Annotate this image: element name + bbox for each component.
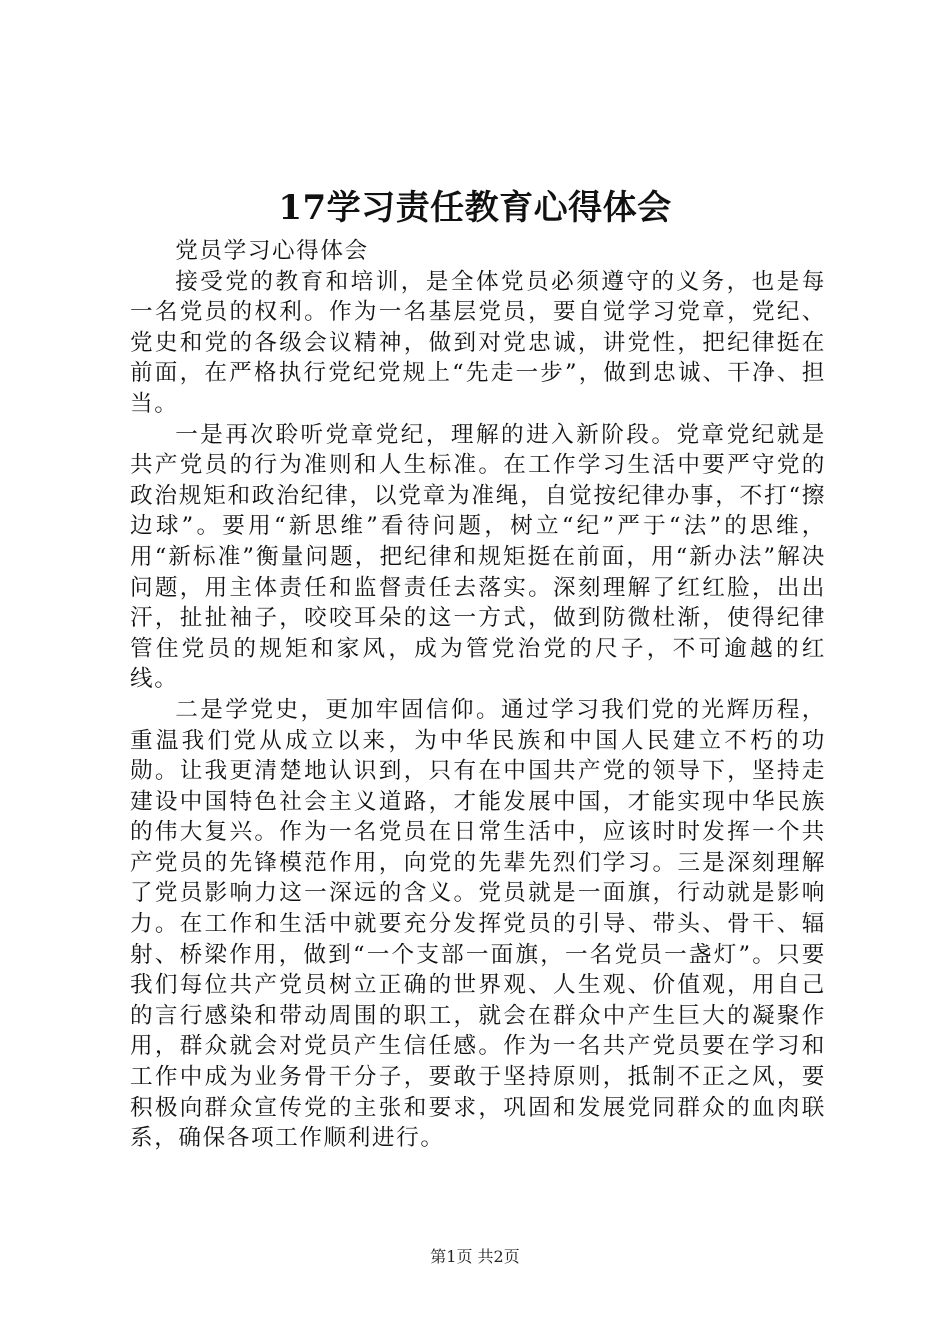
document-body xyxy=(130,236,826,1154)
paragraph-point-two: 二是学党史，更加牢固信仰。通过学习我们党的光辉历程，重温我们党从成立以来，为中华民族和中国人民建立不朽的功勋。让我更清楚地认识到，只有在中国共产党的领导下，坚持走建设中国特色社会主义道路，才能发展中国，才能实现中华民族的伟大复兴。作为一名党员在日常生活中，应该时时发挥一个共产党员的先锋模范作用，向党的先辈先烈们学习。三是深刻理解了党员影响力这一深远的含义。党员就是一面旗，行动就是影响力。在工作和生活中就要充分发挥党员的引导、带头、骨干、辐射、桥梁作用，做到“一个支部一面旗，一名党员一盏灯”。只要我们每位共产党员树立正确的世界观、人生观、价值观，用自己的言行感染和带动周围的职工，就会在群众中产生巨大的凝聚作用，群众就会对党员产生信任感。作为一名共产党员要在学习和工作中成为业务骨干分子，要敢于坚持原则，抵制不正之风，要积极向群众宣传党的主张和要求，巩固和发展党同群众的血肉联系，确保各项工作顺利进行。 xyxy=(130,696,826,1152)
paragraph-intro: 接受党的教育和培训，是全体党员必须遵守的义务，也是每一名党员的权利。作为一名基层党员，要自觉学习党章，党纪、党史和党的各级会议精神，做到对党忠诚，讲党性，把纪律挺在前面，在严格执行党纪党规上“先走一步”，做到忠诚、干净、担当。 xyxy=(130,268,826,417)
page-footer: 第1页 共2页 xyxy=(430,1247,520,1266)
paragraph-point-one: 一是再次聆听党章党纪，理解的进入新阶段。党章党纪就是共产党员的行为准则和人生标准。在工作学习生活中要严守党的政治规矩和政治纪律，以党章为准绳，自觉按纪律办事，不打“擦边球”。要用“新思维”看待问题，树立“纪”严于“法”的思维，用“新标准”衡量问题，把纪律和规矩挺在前面，用“新办法”解决问题，用主体责任和监督责任去落实。深刻理解了红红脸，出出汗，扯扯袖子，咬咬耳朵的这一方式，做到防微杜渐，使得纪律管住党员的规矩和家风，成为管党治党的尺子，不可逾越的红线。 xyxy=(130,421,826,693)
document-title: 17学习责任教育心得体会 xyxy=(278,188,672,228)
paragraph-subtitle: 党员学习心得体会 xyxy=(175,238,369,264)
